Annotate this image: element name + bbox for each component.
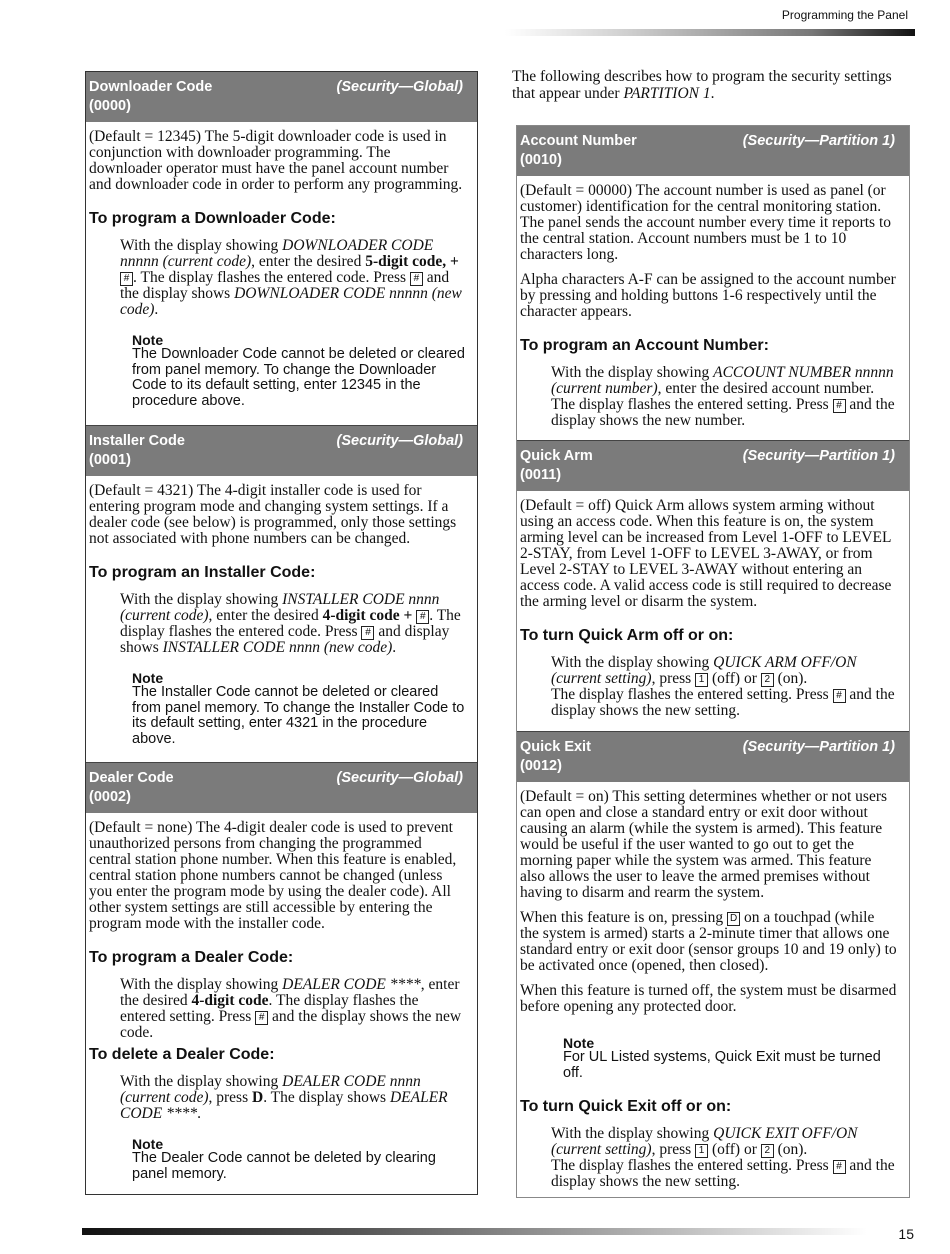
note-text: For UL Listed systems, Quick Exit must be turned off. (563, 1049, 881, 1081)
section-description: Alpha characters A-F can be assigned to the account number by pressing and holding buttons 1-6 respectively until the character appears. (520, 271, 896, 320)
procedure-heading: To program an Installer Code: (89, 564, 316, 581)
key-2-icon: 2 (761, 673, 774, 687)
procedure-text: With the display showing DEALER CODE nnnn (current code), press D. The display shows DEALER CODE ****. (120, 1073, 448, 1122)
procedure-text: With the display showing INSTALLER CODE nnnn (current code), enter the desired 4-digit code + # . The display flashes the entered code. Press # and display shows INSTALLER CODE nnnn (new code). (120, 591, 461, 656)
note-label: Note (132, 1136, 164, 1152)
note-label: Note (563, 1035, 595, 1051)
procedure-text: With the display showing DEALER CODE ****, enter the desired 4-digit code. The display flashes the entered setting. Press # and the display shows the new code. (120, 976, 462, 1041)
header-rule (505, 29, 915, 36)
hash-key-icon: # (255, 1011, 268, 1025)
procedure-text: With the display showing DOWNLOADER CODE nnnnn (current code), enter the desired 5-digit code, + # . The display flashes the entered code. Press # and the display shows DOWNLOADER CODE nnnnn (new code). (120, 237, 462, 318)
note-block (132, 1138, 465, 1182)
note-label: Note (132, 332, 164, 348)
note-block (132, 672, 465, 747)
section-header (86, 426, 477, 476)
section-description: When this feature is turned off, the system must be disarmed before opening any protected door. (520, 982, 897, 1015)
hash-key-icon: # (410, 272, 423, 286)
section-code: (0011) (520, 467, 562, 483)
section-code: (0000) (89, 98, 131, 114)
note-text: The Installer Code cannot be deleted or cleared from panel memory. To change the Installer Code to its default setting, enter 4321 in the procedure above. (132, 684, 465, 747)
section-category: (Security—Partition 1) (742, 448, 895, 464)
section-category: (Security—Global) (336, 79, 463, 95)
section-description: (Default = 4321) The 4-digit installer code is used for entering program mode and changing system settings. If a dealer code (see below) is programmed, only those settings not associated with phone numbers can be changed. (89, 482, 457, 547)
running-header: Programming the Panel (781, 8, 908, 22)
key-1-icon: 1 (695, 1144, 708, 1158)
dealer-code-section (86, 763, 477, 1182)
section-category: (Security—Partition 1) (742, 739, 895, 755)
section-description: When this feature is on, pressing D on a touchpad (while the system is armed) starts a 2-minute timer that allows one standard entry or exit door (sensor groups 10 and 19 only) to be activated once (opened, then closed). (520, 909, 897, 974)
section-category: (Security—Global) (336, 770, 463, 786)
note-text: The Downloader Code cannot be deleted or cleared from panel memory. To change the Downloader Code to its default setting, enter 12345 in the procedure above. (132, 346, 465, 409)
right-settings-box (516, 125, 910, 1198)
note-block (563, 1037, 897, 1081)
section-code: (0010) (520, 152, 562, 168)
account-number-section (517, 126, 909, 429)
section-code: (0002) (89, 789, 131, 805)
key-2-icon: 2 (761, 1144, 774, 1158)
procedure-text: With the display showing QUICK ARM OFF/ON (current setting), press 1 (off) or 2 (on). The display flashes the entered setting. Press # and the display shows the new setting. (551, 654, 895, 719)
key-1-icon: 1 (695, 673, 708, 687)
section-title: Account Number (520, 133, 637, 149)
section-header (86, 763, 477, 813)
procedure-text: With the display showing QUICK EXIT OFF/ON (current setting), press 1 (off) or 2 (on). The display flashes the entered setting. Press # and the display shows the new setting. (551, 1125, 895, 1190)
section-header (517, 126, 909, 176)
note-label: Note (132, 670, 164, 686)
installer-code-section (86, 426, 477, 747)
section-title: Dealer Code (89, 770, 174, 786)
hash-key-icon: # (833, 399, 846, 413)
procedure-heading: To turn Quick Arm off or on: (520, 627, 734, 644)
procedure-heading: To program a Dealer Code: (89, 949, 294, 966)
key-d-icon: D (727, 912, 740, 926)
hash-key-icon: # (416, 610, 429, 624)
left-settings-box (85, 71, 478, 1195)
procedure-heading: To turn Quick Exit off or on: (520, 1098, 732, 1115)
quick-exit-section (517, 732, 909, 1190)
section-category: (Security—Global) (336, 433, 463, 449)
footer-rule (82, 1228, 867, 1235)
intro-paragraph: The following describes how to program the security settings that appear under PARTITION 1. (512, 68, 892, 102)
section-description: (Default = none) The 4-digit dealer code is used to prevent unauthorized persons from changing the programmed central station phone number. When this feature is enabled, central station phone numbers cannot be changed (unless you enter the program mode by using the dealer code). All other system settings are still accessible by entering the program mode with the installer code. (89, 819, 457, 932)
page-number: 15 (898, 1226, 914, 1242)
section-description: (Default = 00000) The account number is used as panel (or customer) identification for the central monitoring station. The panel sends the account number every time it reports to the central station. Account numbers must be 1 to 10 characters long. (520, 182, 892, 263)
section-title: Quick Arm (520, 448, 593, 464)
hash-key-icon: # (833, 689, 846, 703)
section-title: Quick Exit (520, 739, 591, 755)
downloader-code-section (86, 72, 477, 409)
section-title: Installer Code (89, 433, 185, 449)
section-description: (Default = on) This setting determines whether or not users can open and close a standard entry or exit door without causing an alarm (while the system is armed). This feature would be useful if the user wanted to go out to get the morning paper while the system was armed. This feature also allows the user to leave the armed premises without having to disarm and rearm the system. (520, 788, 888, 901)
procedure-heading: To program a Downloader Code: (89, 210, 336, 227)
section-description: (Default = off) Quick Arm allows system arming without using an access code. When this feature is on, the system arming level can be increased from Level 1-OFF to LEVEL 2-STAY, from Level 1-OFF to LEVEL 3-AWAY, or from Level 2-STAY to LEVEL 3-AWAY without entering an access code. A valid access code is still required to decrease the arming level or disarm the system. (520, 497, 892, 610)
quick-arm-section (517, 441, 909, 719)
section-title: Downloader Code (89, 79, 213, 95)
section-category: (Security—Partition 1) (742, 133, 895, 149)
procedure-heading: To program an Account Number: (520, 337, 769, 354)
hash-key-icon: # (361, 626, 374, 640)
procedure-text: With the display showing ACCOUNT NUMBER nnnnn (current number), enter the desired account number. The display flashes the entered setting. Press # and the display shows the new number. (551, 364, 895, 429)
hash-key-icon: # (120, 272, 133, 286)
note-block (132, 334, 465, 409)
section-header (86, 72, 477, 122)
section-code: (0001) (89, 452, 131, 468)
section-header (517, 441, 909, 491)
section-header (517, 732, 909, 782)
section-code: (0012) (520, 758, 562, 774)
procedure-heading: To delete a Dealer Code: (89, 1046, 275, 1063)
note-text: The Dealer Code cannot be deleted by clearing panel memory. (132, 1150, 436, 1182)
section-description: (Default = 12345) The 5-digit downloader code is used in conjunction with downloader programming. The downloader operator must have the panel account number and downloader code in order to perform any programming. (89, 128, 463, 193)
hash-key-icon: # (833, 1160, 846, 1174)
